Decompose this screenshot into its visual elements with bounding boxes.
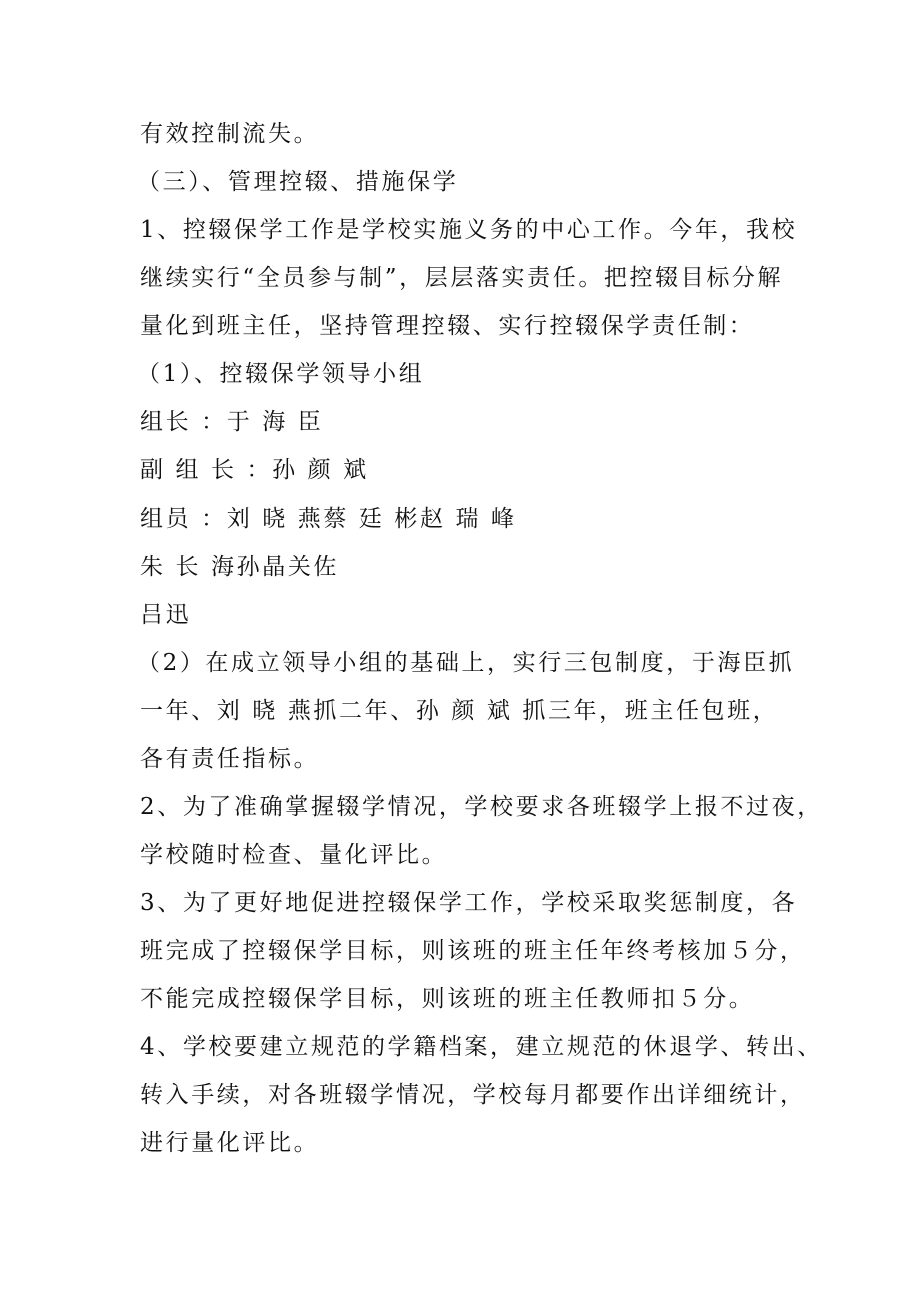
text-line: （2）在成立领导小组的基础上，实行三包制度，于海臣抓 — [137, 650, 795, 676]
section-heading: （三）、管理控辍、措施保学 — [137, 169, 459, 195]
text-line: 4、学校要建立规范的学籍档案，建立规范的休退学、转出、 — [140, 1034, 823, 1060]
text-line: 班完成了控辍保学目标，则该班的班主任年终考核加５分， — [140, 938, 806, 964]
text-line: 2、为了准确掌握辍学情况，学校要求各班辍学上报不过夜， — [140, 794, 823, 820]
text-line: 不能完成控辍保学目标，则该班的班主任教师扣５分。 — [140, 986, 755, 1012]
text-line: 吕迅 — [140, 602, 192, 628]
text-line: 有效控制流失。 — [140, 121, 320, 147]
subsection-heading: （1）、控辍保学领导小组 — [137, 361, 425, 387]
text-line: 量化到班主任，坚持管理控辍、实行控辍保学责任制： — [140, 313, 755, 339]
text-line: 学校随时检查、量化评比。 — [140, 842, 448, 868]
text-line: 一年、刘 晓 燕抓二年、孙 颜 斌 抓三年，班主任包班， — [140, 698, 779, 724]
text-line: 副 组 长 ：孙 颜 斌 — [140, 457, 369, 483]
text-line: 转入手续，对各班辍学情况，学校每月都要作出详细统计， — [140, 1082, 806, 1108]
text-line: 1、控辍保学工作是学校实施义务的中心工作。今年，我校 — [140, 217, 798, 243]
text-line: 各有责任指标。 — [140, 746, 320, 772]
text-line: 继续实行“全员参与制”，层层落实责任。把控辍目标分解 — [140, 265, 784, 291]
text-line: 朱 长 海孙晶关佐 — [140, 554, 340, 580]
text-line: 3、为了更好地促进控辍保学工作，学校采取奖惩制度，各 — [140, 890, 798, 916]
text-line: 组员 ：刘 晓 燕蔡 廷 彬赵 瑞 峰 — [140, 506, 517, 532]
text-line: 组长 ：于 海 臣 — [140, 409, 324, 435]
text-line: 进行量化评比。 — [140, 1130, 320, 1156]
